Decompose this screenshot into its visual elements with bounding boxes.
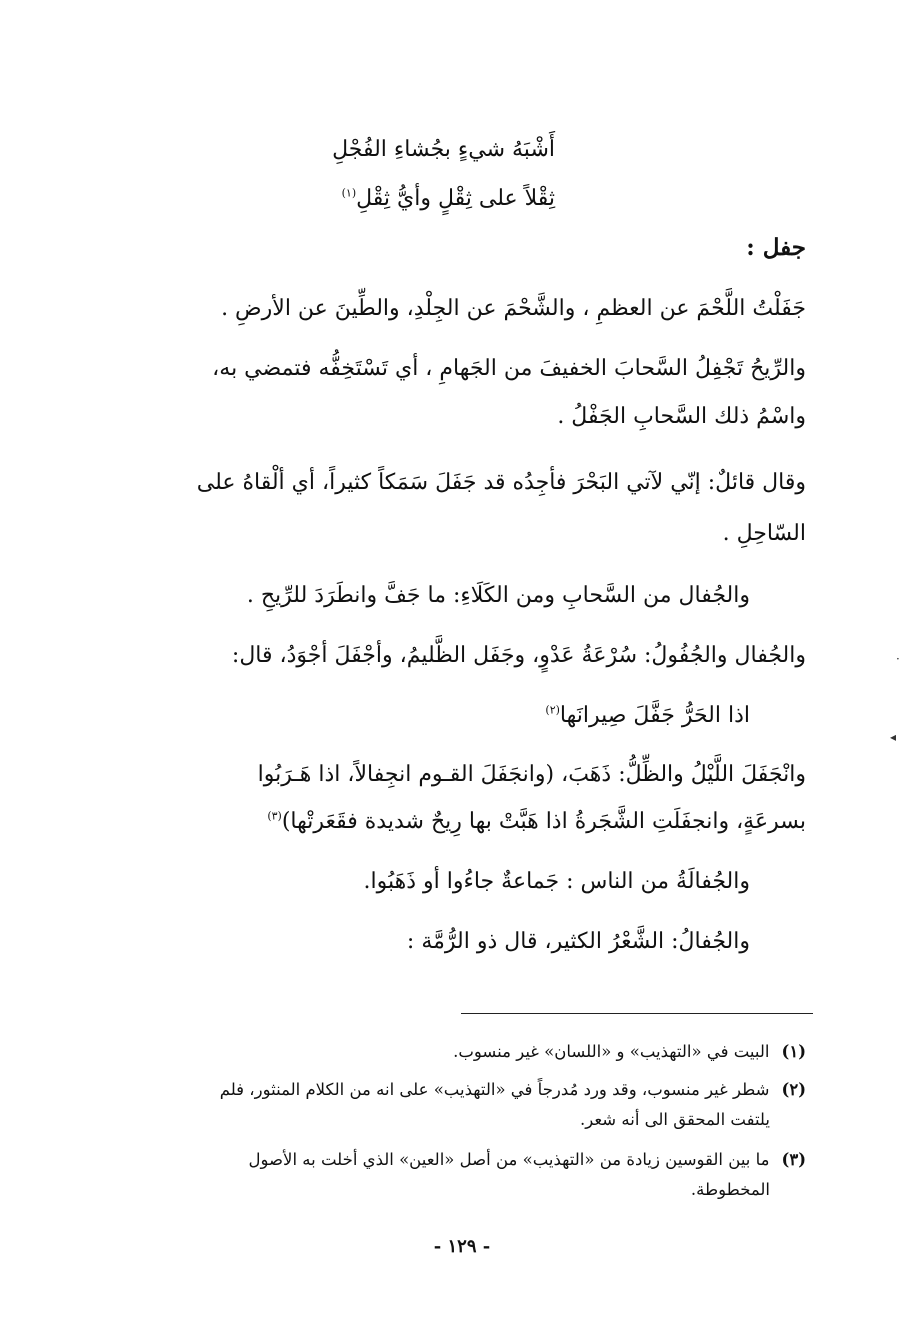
- scan-mark: ◂: [890, 730, 897, 744]
- paragraph-8: والجُفالُ: الشَّعْرُ الكثير، قال ذو الرُّمَّة :: [406, 929, 750, 954]
- paragraph-6-line-2: بسرعَةٍ، وانجفَلَتِ الشَّجَرةُ اذا هَبَّتْ بها رِيحٌ شديدة فقَعَرتْها)$^{(٣)}$: [267, 809, 806, 834]
- page-number: - ١٢٩ -: [433, 1236, 491, 1257]
- footnote-2-line-1: [220, 1080, 806, 1100]
- scan-mark: ·: [896, 652, 900, 666]
- footnote-3-text-1: ما بين القوسين زيادة من «التهذيب» من أصل «العين» الذي أخلت به الأصول: [248, 1150, 770, 1169]
- footnote-2-number: (٢): [781, 1080, 806, 1099]
- footnote-ref-2: (٢): [545, 703, 560, 717]
- paragraph-4: والجُفال من السَّحابِ ومن الكَلَاءِ: ما جَفَّ وانطَرَدَ للرِّيحِ .: [246, 583, 750, 608]
- footnote-3-line-2: المخطوطة.: [690, 1180, 770, 1199]
- paragraph-2-line-1: والرِّيحُ تَجْفِلُ السَّحابَ الخفيفَ من الجَهامِ ، أي تَسْتَخِفُّه فتمضي به،: [212, 356, 806, 381]
- footnote-3-number: (٣): [781, 1150, 806, 1169]
- paragraph-1: جَفَلْتُ اللَّحْمَ عن العظمِ ، والشَّحْمَ عن الجِلْدِ، والطِّينَ عن الأرضِ .: [221, 296, 806, 321]
- paragraph-5: والجُفال والجُفُولُ: سُرْعَةُ عَدْوٍ، وجَفَل الظَّليمُ، وأجْفَلَ أجْوَدُ، قال:: [231, 643, 806, 668]
- footnote-1: [453, 1042, 806, 1062]
- paragraph-3-line-2: السّاحِلِ .: [722, 521, 806, 546]
- footnote-divider: [461, 1013, 813, 1014]
- verse-line-1: أَشْبَهُ شيءٍ بجُشاءِ الفُجْلِ: [332, 137, 555, 162]
- footnote-ref-1: (١): [341, 186, 357, 200]
- paragraph-2-line-2: واسْمُ ذلك السَّحابِ الجَفْلُ .: [557, 404, 806, 429]
- paragraph-7: والجُفالَةُ من الناس : جَماعةٌ جاءُوا أو ذَهَبُوا.: [363, 869, 750, 894]
- footnote-3-line-1: [249, 1150, 806, 1170]
- paragraph-3-line-1: وقال قائلٌ: إنّي لآتي البَحْرَ فأجِدُه قد جَفَلَ سَمَكاً كثيراً، أي ألْقاهُ على: [196, 470, 806, 495]
- footnote-ref-3: (٣): [267, 809, 282, 823]
- footnote-1-text: البيت في «التهذيب» و «اللسان» غير منسوب.: [453, 1042, 770, 1061]
- footnote-1-number: (١): [781, 1042, 806, 1061]
- footnote-2-line-2: يلتفت المحقق الى أنه شعر.: [580, 1110, 770, 1129]
- entry-heading: جفل :: [746, 234, 806, 261]
- paragraph-6-line-1: وانْجَفَلَ اللَّيْلُ والظِّلُّ: ذَهَبَ، (وانجَفَلَ القـوم انجِفالاً، اذا هَـرَبُوا: [257, 762, 806, 787]
- footnote-2-text-1: شطر غير منسوب، وقد ورد مُدرجاً في «التهذيب» على انه من الكلام المنثور، فلم: [219, 1080, 770, 1099]
- verse-line-2: ثِقْلاً على ثِقْلٍ وأيُّ ثِقْلِ$^{(١)}$: [341, 186, 555, 211]
- quoted-verse: اذا الحَرُّ جَفَّلَ صِيرانَها$^{(٢)}$: [545, 703, 750, 728]
